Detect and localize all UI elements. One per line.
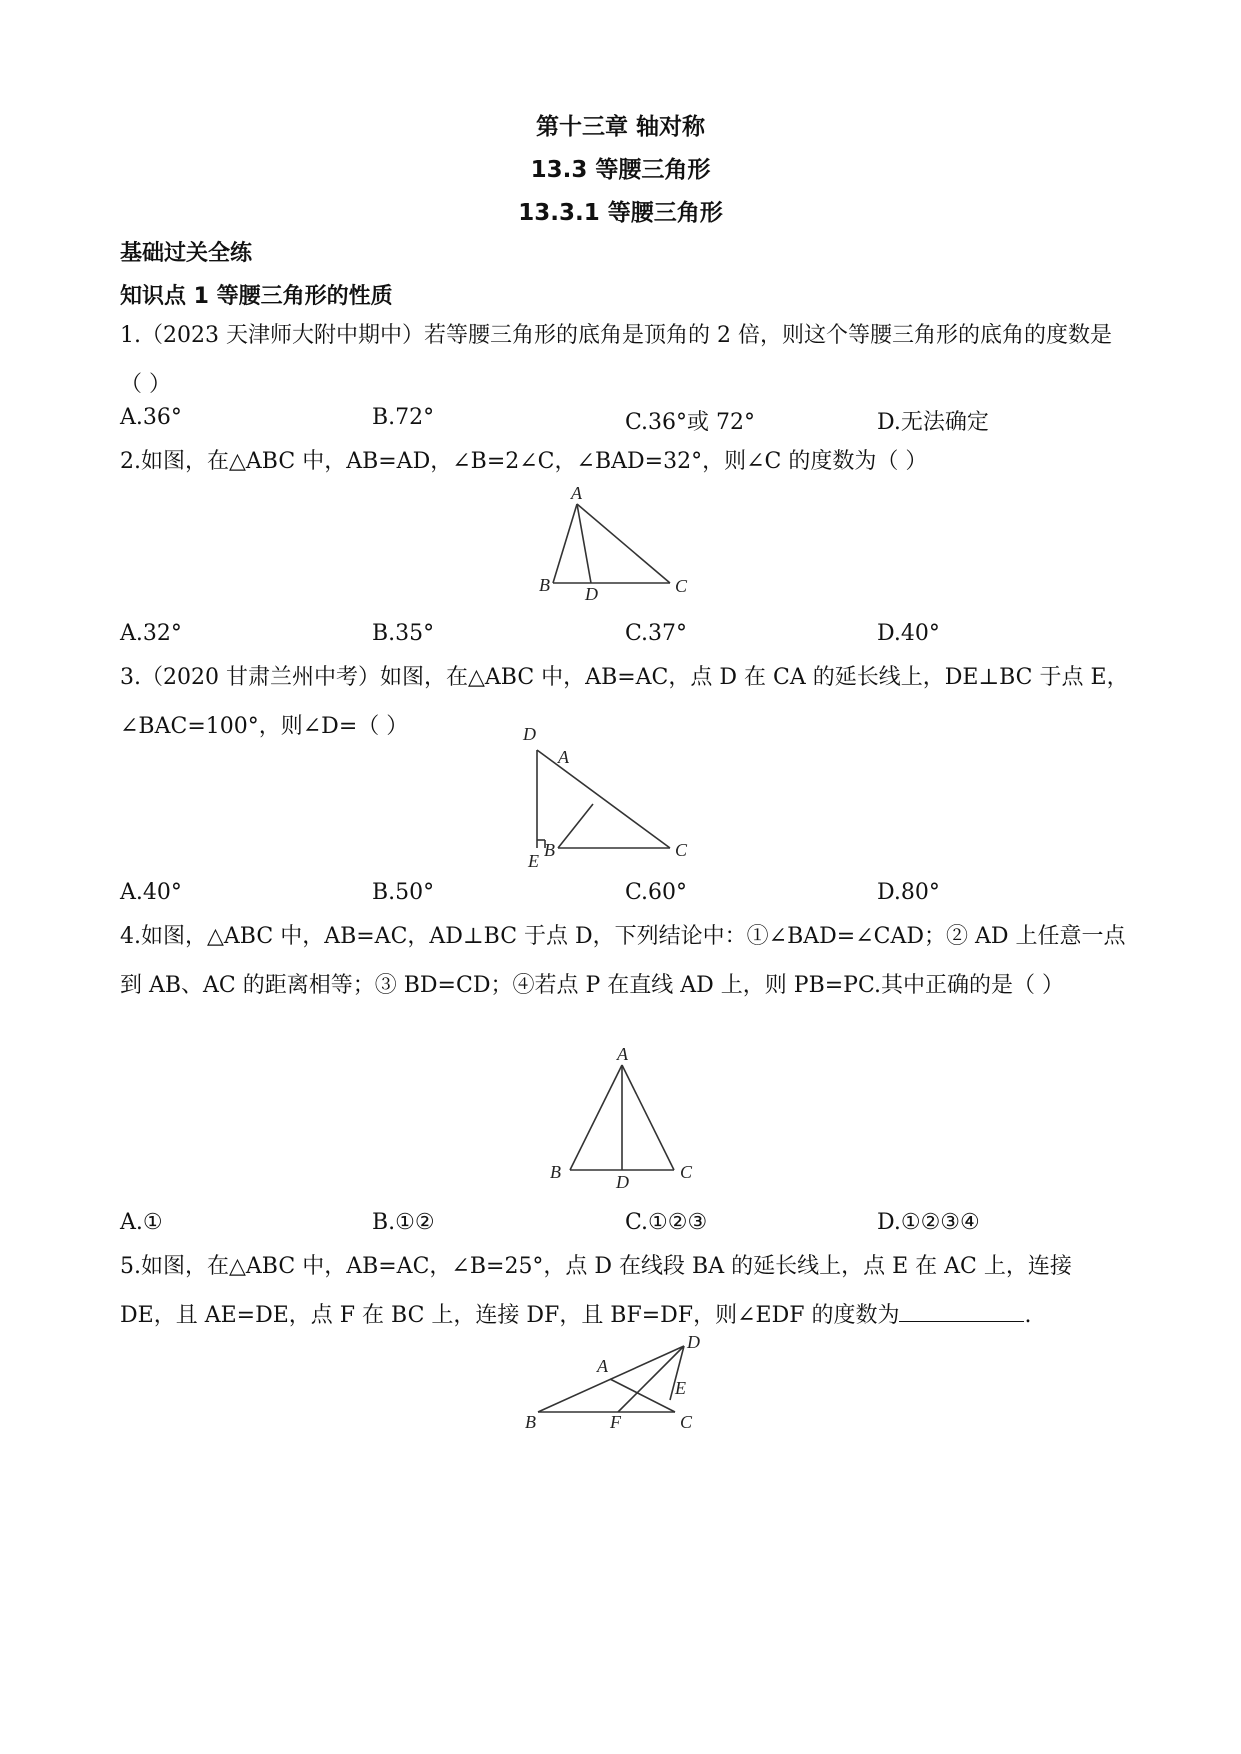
label-e: E xyxy=(528,851,539,871)
label-a: A xyxy=(617,1044,628,1064)
segment-ab xyxy=(553,504,577,583)
knowledge-point-title: 知识点 1 等腰三角形的性质 xyxy=(120,284,393,309)
question-4-figure xyxy=(540,1040,720,1192)
option-c: C.①②③ xyxy=(625,1210,708,1235)
question-5-text xyxy=(120,1242,1130,1340)
question-2-text: 2.如图，在△ABC 中，AB=AD，∠B=2∠C，∠BAD=32°，则∠C 的度数为（ ） xyxy=(120,449,928,474)
option-d: D.80° xyxy=(877,880,940,905)
option-b: B.①② xyxy=(372,1210,435,1235)
option-a: A.① xyxy=(120,1210,163,1235)
option-a: A.32° xyxy=(120,621,182,646)
label-c: C xyxy=(675,576,688,596)
label-d: D xyxy=(523,724,536,744)
segment-ba xyxy=(558,804,593,848)
option-b: B.35° xyxy=(372,621,435,646)
label-f: F xyxy=(610,1412,621,1432)
label-d: D xyxy=(687,1332,700,1352)
question-2-figure xyxy=(520,482,720,602)
question-3-figure xyxy=(520,724,720,871)
label-b: B xyxy=(525,1412,536,1432)
option-d: D.无法确定 xyxy=(877,410,989,435)
option-d: D.①②③④ xyxy=(877,1210,980,1235)
practice-title: 基础过关全练 xyxy=(120,241,253,266)
label-d: D xyxy=(616,1172,629,1192)
question-5-stem: 5.如图，在△ABC 中，AB=AC，∠B=25°，点 D 在线段 BA 的延长线上，点 E 在 AC 上，连接 DE，且 AE=DE，点 F 在 BC 上，连接 DF，且 BF=DF，则∠EDF 的度数为 xyxy=(120,1254,1072,1328)
question-4-text: 4.如图，△ABC 中，AB=AC，AD⊥BC 于点 D，下列结论中：①∠BAD=∠CAD；② AD 上任意一点到 AB、AC 的距离相等；③ BD=CD；④若点 P 在直线 AD 上，则 PB=PC.其中正确的是（ ） xyxy=(120,924,1126,998)
label-d: D xyxy=(585,584,598,604)
option-b: B.50° xyxy=(372,880,435,905)
chapter-title: 第十三章 轴对称 xyxy=(535,114,705,140)
label-b: B xyxy=(539,575,550,595)
option-b: B.72° xyxy=(372,405,435,430)
label-b: B xyxy=(550,1162,561,1182)
label-a: A xyxy=(558,747,569,767)
question-3-text: 3.（2020 甘肃兰州中考）如图，在△ABC 中，AB=AC，点 D 在 CA 的延长线上，DE⊥BC 于点 E，∠BAC=100°，则∠D=（ ） xyxy=(120,665,1129,739)
option-c: C.36°或 72° xyxy=(625,410,756,435)
question-5-end: . xyxy=(1024,1303,1032,1328)
label-c: C xyxy=(680,1412,693,1432)
option-a: A.36° xyxy=(120,405,182,430)
subsection-title: 13.3.1 等腰三角形 xyxy=(518,200,723,226)
segment-ad xyxy=(577,504,591,583)
label-c: C xyxy=(675,840,688,860)
label-a: A xyxy=(571,483,582,503)
segment-ac xyxy=(610,1379,675,1412)
segment-ac xyxy=(577,504,670,583)
segment-dc xyxy=(537,750,670,848)
section-title: 13.3 等腰三角形 xyxy=(530,157,711,183)
question-5-figure xyxy=(520,1330,730,1440)
segment-ac xyxy=(622,1065,674,1170)
label-b: B xyxy=(544,840,555,860)
answer-blank[interactable] xyxy=(899,1299,1024,1322)
option-c: C.60° xyxy=(625,880,688,905)
label-a: A xyxy=(597,1356,608,1376)
label-c: C xyxy=(680,1162,693,1182)
segment-ab xyxy=(570,1065,622,1170)
label-e: E xyxy=(675,1378,686,1398)
option-d: D.40° xyxy=(877,621,940,646)
option-c: C.37° xyxy=(625,621,688,646)
option-a: A.40° xyxy=(120,880,182,905)
question-1-text: 1.（2023 天津师大附中期中）若等腰三角形的底角是顶角的 2 倍，则这个等腰三角形的底角的度数是（ ） xyxy=(120,323,1112,397)
